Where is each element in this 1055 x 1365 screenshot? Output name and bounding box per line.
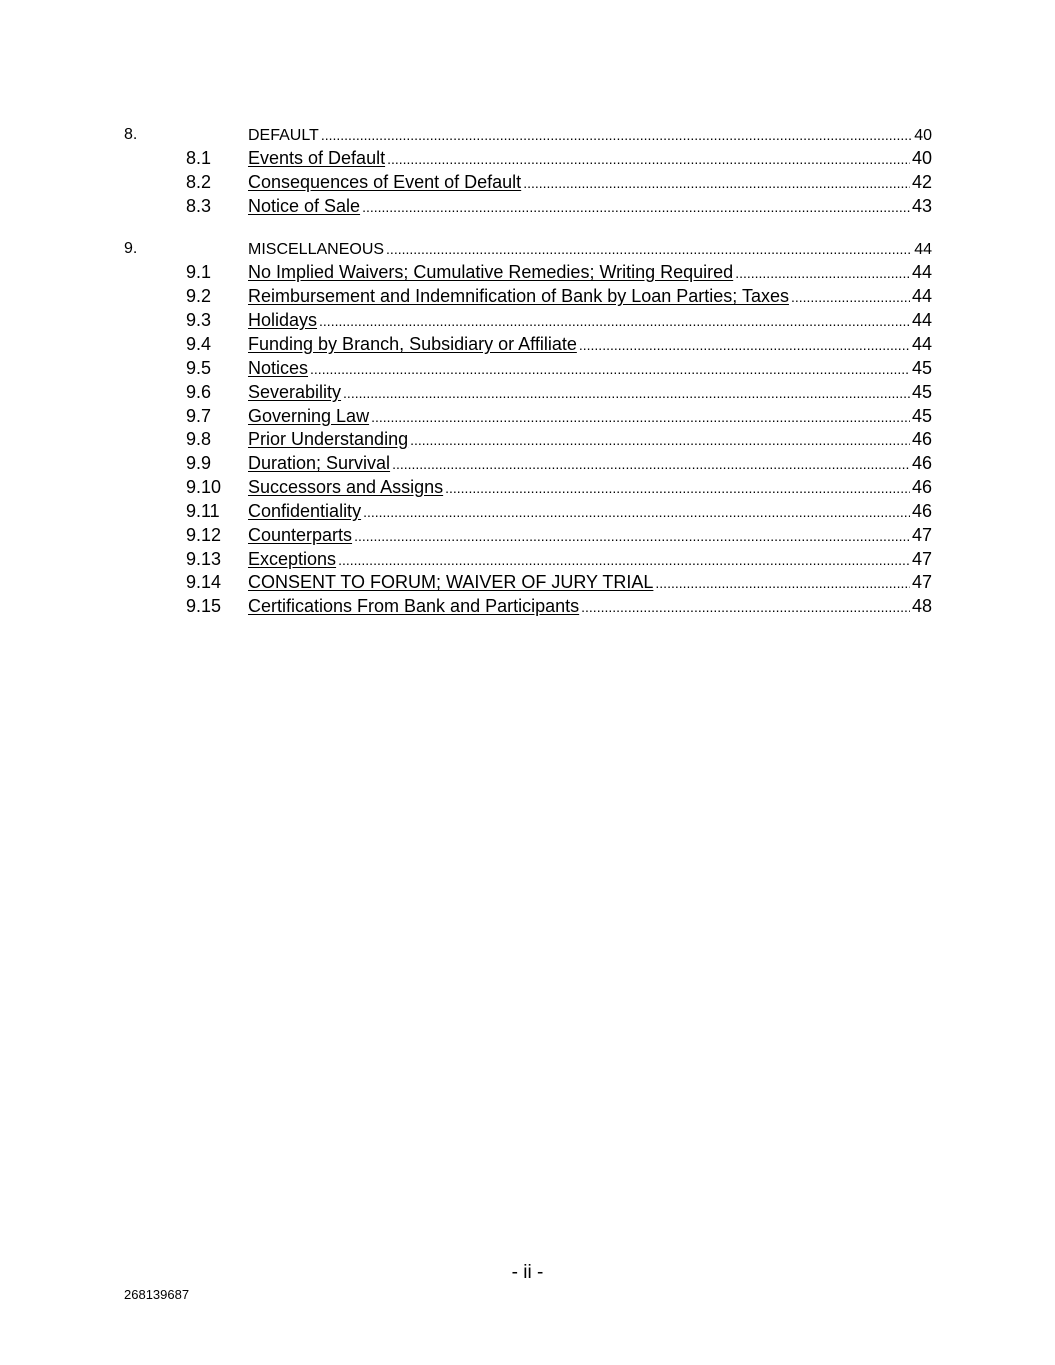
entry-number: 9.9 xyxy=(186,453,212,473)
entry-number: 9.5 xyxy=(186,358,212,378)
entry-title-link[interactable]: Duration; Survival xyxy=(248,453,391,473)
dot-leader xyxy=(371,406,910,428)
dot-leader xyxy=(392,453,910,475)
entry-number: 8.3 xyxy=(186,196,212,216)
dot-leader xyxy=(338,549,910,571)
entry-title-link[interactable]: Confidentiality xyxy=(248,501,362,521)
entry-page: 44 xyxy=(911,286,932,306)
entry-number: 8.1 xyxy=(186,148,212,168)
dot-leader xyxy=(363,501,910,523)
toc-entry[interactable] xyxy=(0,147,1055,169)
document-id: 268139687 xyxy=(124,1287,190,1302)
entry-number: 9.3 xyxy=(186,310,212,330)
toc-entry[interactable] xyxy=(0,285,1055,307)
entry-page: 47 xyxy=(911,549,932,569)
entry-title-link[interactable]: Certifications From Bank and Participants xyxy=(248,596,580,616)
toc-entry[interactable] xyxy=(0,171,1055,193)
entry-number: 9.6 xyxy=(186,382,212,402)
dot-leader xyxy=(410,429,910,451)
entry-number: 9.1 xyxy=(186,262,212,282)
entry-page: 46 xyxy=(911,501,932,521)
entry-page: 45 xyxy=(911,358,932,378)
entry-title-link[interactable]: Holidays xyxy=(248,310,318,330)
entry-title-link[interactable]: Events of Default xyxy=(248,148,386,168)
dot-leader xyxy=(387,148,910,170)
toc-entry[interactable] xyxy=(0,428,1055,450)
toc-entry[interactable] xyxy=(0,548,1055,570)
entry-title-link[interactable]: Governing Law xyxy=(248,406,370,426)
entry-page: 46 xyxy=(911,453,932,473)
dot-leader xyxy=(655,572,910,594)
dot-leader xyxy=(343,382,910,404)
dot-leader xyxy=(354,525,910,547)
entry-page: 47 xyxy=(911,572,932,592)
entry-page: 46 xyxy=(911,477,932,497)
entry-title-link[interactable]: Counterparts xyxy=(248,525,353,545)
entry-title-link[interactable]: Severability xyxy=(248,382,342,402)
toc-entry[interactable] xyxy=(0,595,1055,617)
section-page: 40 xyxy=(914,127,932,144)
entry-title-link[interactable]: Funding by Branch, Subsidiary or Affiliate xyxy=(248,334,577,354)
toc-entry[interactable] xyxy=(0,524,1055,546)
entry-number: 9.12 xyxy=(186,525,222,545)
toc-entry[interactable] xyxy=(0,405,1055,427)
entry-title-link[interactable]: Exceptions xyxy=(248,549,337,569)
toc-entry[interactable] xyxy=(0,381,1055,403)
entry-page: 48 xyxy=(911,596,932,616)
entry-page: 45 xyxy=(911,406,932,426)
entry-page: 45 xyxy=(911,382,932,402)
toc-entry[interactable] xyxy=(0,261,1055,283)
dot-leader xyxy=(321,124,912,146)
toc-entry[interactable] xyxy=(0,195,1055,217)
entry-title-link[interactable]: Consequences of Event of Default xyxy=(248,172,522,192)
section-number: 8. xyxy=(124,126,138,143)
entry-page: 47 xyxy=(911,525,932,545)
toc-entry[interactable] xyxy=(0,333,1055,355)
toc-entry[interactable] xyxy=(0,357,1055,379)
entry-number: 9.15 xyxy=(186,596,222,616)
entry-page: 46 xyxy=(911,429,932,449)
entry-number: 9.2 xyxy=(186,286,212,306)
dot-leader xyxy=(581,596,910,618)
dot-leader xyxy=(386,238,912,260)
dot-leader xyxy=(791,286,910,308)
entry-title-link[interactable]: Successors and Assigns xyxy=(248,477,444,497)
dot-leader xyxy=(579,334,910,356)
dot-leader xyxy=(735,262,910,284)
dot-leader xyxy=(310,358,910,380)
page-number: - ii - xyxy=(511,1262,544,1283)
toc-entry[interactable] xyxy=(0,571,1055,593)
entry-page: 44 xyxy=(911,262,932,282)
toc-entry[interactable] xyxy=(0,476,1055,498)
entry-title-link[interactable]: CONSENT TO FORUM; WAIVER OF JURY TRIAL xyxy=(248,572,654,592)
entry-title-link[interactable]: Reimbursement and Indemnification of Bank by Loan Parties; Taxes xyxy=(248,286,789,306)
toc-entry[interactable] xyxy=(0,500,1055,522)
entry-number: 9.11 xyxy=(186,501,220,521)
entry-number: 9.10 xyxy=(186,477,222,497)
entry-title-link[interactable]: Prior Understanding xyxy=(248,429,409,449)
toc-entry[interactable] xyxy=(0,309,1055,331)
toc-section-heading[interactable] xyxy=(0,238,1055,260)
section-title: MISCELLANEOUS xyxy=(248,241,385,258)
entry-number: 9.7 xyxy=(186,406,212,426)
section-title: DEFAULT xyxy=(248,127,319,144)
toc-entry[interactable] xyxy=(0,452,1055,474)
toc-section-heading[interactable] xyxy=(0,124,1055,146)
entry-number: 9.13 xyxy=(186,549,222,569)
entry-number: 8.2 xyxy=(186,172,212,192)
dot-leader xyxy=(362,196,910,218)
entry-page: 40 xyxy=(911,148,932,168)
section-page: 44 xyxy=(914,241,932,258)
entry-title-link[interactable]: No Implied Waivers; Cumulative Remedies; Writing Required xyxy=(248,262,734,282)
dot-leader xyxy=(445,477,910,499)
entry-title-link[interactable]: Notices xyxy=(248,358,309,378)
entry-title-link[interactable]: Notice of Sale xyxy=(248,196,361,216)
dot-leader xyxy=(523,172,910,194)
entry-page: 44 xyxy=(911,310,932,330)
entry-page: 43 xyxy=(911,196,932,216)
entry-page: 42 xyxy=(911,172,932,192)
entry-number: 9.8 xyxy=(186,429,212,449)
entry-number: 9.4 xyxy=(186,334,212,354)
entry-number: 9.14 xyxy=(186,572,222,592)
entry-page: 44 xyxy=(911,334,932,354)
dot-leader xyxy=(319,310,910,332)
section-number: 9. xyxy=(124,240,138,257)
